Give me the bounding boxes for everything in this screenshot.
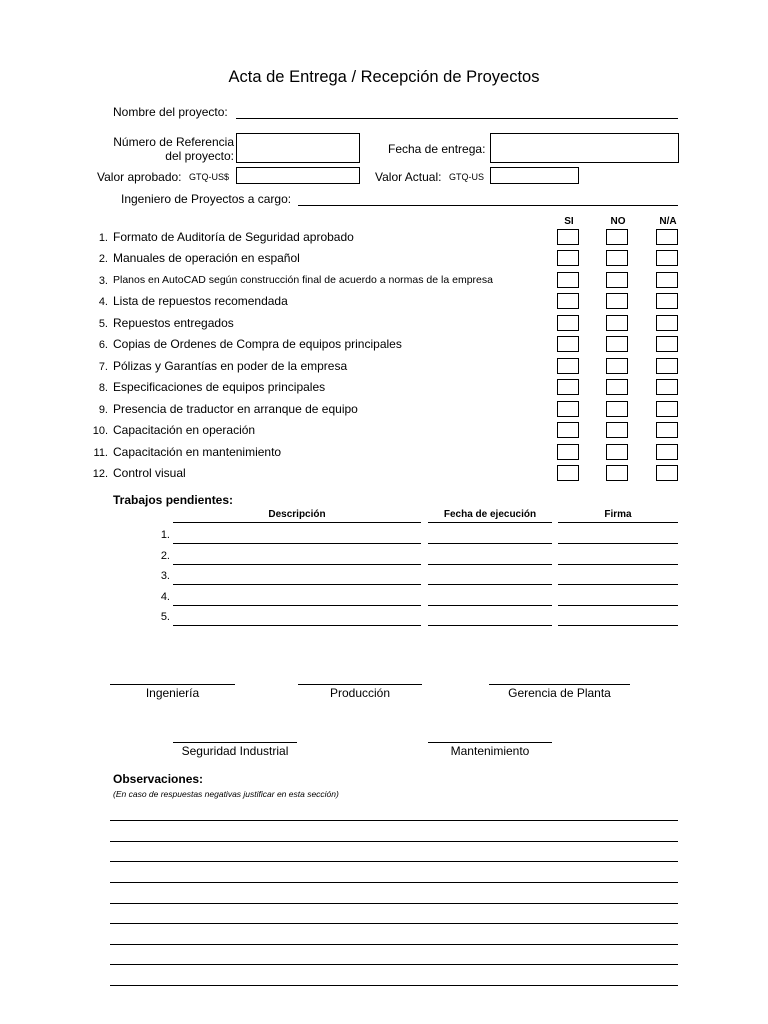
reference-label-line2: del proyecto: [165, 149, 234, 163]
pending-header-line-description [173, 522, 421, 523]
checklist-item-text: Especificaciones de equipos principales [113, 380, 326, 394]
checklist-item-text: Pólizas y Garantías en poder de la empresa [113, 359, 348, 373]
header-si: SI [564, 216, 574, 227]
pending-description-field[interactable] [173, 625, 421, 626]
pending-date-field[interactable] [428, 564, 552, 565]
checklist-item-number: 9. [98, 404, 108, 416]
pending-description-field[interactable] [173, 564, 421, 565]
checkbox-na[interactable] [656, 358, 678, 374]
reference-label-line1: Número de Referencia [113, 135, 234, 149]
checkbox-na[interactable] [656, 293, 678, 309]
signature-line-industrial-safety[interactable] [173, 742, 297, 743]
checkbox-na[interactable] [656, 444, 678, 460]
approved-value-currency: GTQ-US$ [189, 172, 230, 182]
observation-line[interactable] [110, 923, 678, 924]
checkbox-si[interactable] [557, 250, 579, 266]
reference-number-field[interactable] [236, 133, 360, 163]
observations-note: (En caso de respuestas negativas justificar en esta sección) [113, 789, 339, 799]
checkbox-na[interactable] [656, 272, 678, 288]
checkbox-no[interactable] [606, 401, 628, 417]
pending-title: Trabajos pendientes: [113, 493, 234, 507]
checklist-item-number: 3. [98, 275, 108, 287]
pending-row-number: 1. [160, 529, 170, 541]
actual-value-label: Valor Actual: [375, 170, 442, 184]
observation-line[interactable] [110, 861, 678, 862]
checkbox-si[interactable] [557, 422, 579, 438]
pending-signature-field[interactable] [558, 584, 678, 585]
header-na: N/A [659, 216, 677, 227]
pending-date-field[interactable] [428, 543, 552, 544]
pending-date-field[interactable] [428, 605, 552, 606]
checklist-item-text: Control visual [113, 466, 186, 480]
checkbox-no[interactable] [606, 229, 628, 245]
checklist-item-text: Planos en AutoCAD según construcción final de acuerdo a normas de la empresa [113, 274, 493, 286]
pending-date-field[interactable] [428, 625, 552, 626]
pending-row-number: 3. [160, 570, 170, 582]
checklist-item-number: 7. [98, 361, 108, 373]
pending-col-signature: Firma [604, 509, 632, 520]
project-name-field[interactable] [236, 118, 678, 119]
checkbox-si[interactable] [557, 293, 579, 309]
signature-line-engineering[interactable] [110, 684, 235, 685]
pending-header-line-signature [558, 522, 678, 523]
checklist-item-number: 6. [98, 339, 108, 351]
checkbox-na[interactable] [656, 315, 678, 331]
checkbox-si[interactable] [557, 358, 579, 374]
pending-row-number: 4. [160, 591, 170, 603]
checklist-item-number: 10. [92, 425, 108, 437]
checkbox-na[interactable] [656, 465, 678, 481]
checklist-item-text: Formato de Auditoría de Seguridad aprobado [113, 230, 354, 244]
engineer-field[interactable] [298, 205, 678, 206]
checkbox-no[interactable] [606, 422, 628, 438]
checkbox-si[interactable] [557, 336, 579, 352]
pending-signature-field[interactable] [558, 564, 678, 565]
pending-signature-field[interactable] [558, 625, 678, 626]
checkbox-si[interactable] [557, 379, 579, 395]
pending-signature-field[interactable] [558, 605, 678, 606]
checkbox-na[interactable] [656, 336, 678, 352]
observation-line[interactable] [110, 882, 678, 883]
checkbox-no[interactable] [606, 465, 628, 481]
pending-description-field[interactable] [173, 543, 421, 544]
checkbox-si[interactable] [557, 444, 579, 460]
observation-line[interactable] [110, 841, 678, 842]
checklist-item-text: Capacitación en operación [113, 423, 256, 437]
pending-date-field[interactable] [428, 584, 552, 585]
observation-line[interactable] [110, 985, 678, 986]
approved-value-label: Valor aprobado: [97, 170, 182, 184]
signature-engineering: Ingeniería [145, 686, 200, 700]
pending-description-field[interactable] [173, 584, 421, 585]
checklist-item-text: Manuales de operación en español [113, 251, 300, 265]
checkbox-si[interactable] [557, 315, 579, 331]
checkbox-no[interactable] [606, 379, 628, 395]
pending-row-number: 2. [160, 550, 170, 562]
observation-line[interactable] [110, 820, 678, 821]
checkbox-no[interactable] [606, 293, 628, 309]
checklist-item-text: Copias de Ordenes de Compra de equipos principales [113, 337, 402, 351]
checklist-item-text: Repuestos entregados [113, 316, 234, 330]
signature-line-plant-management[interactable] [489, 684, 630, 685]
checklist-item-number: 4. [98, 296, 108, 308]
pending-signature-field[interactable] [558, 543, 678, 544]
pending-row-number: 5. [160, 611, 170, 623]
signature-line-production[interactable] [298, 684, 422, 685]
checklist-item-number: 12. [92, 468, 108, 480]
pending-header-line-date [428, 522, 552, 523]
observation-line[interactable] [110, 903, 678, 904]
header-no: NO [610, 216, 626, 227]
checklist-item-number: 11. [93, 447, 108, 459]
actual-value-currency: GTQ-US [449, 172, 484, 182]
signature-industrial-safety: Seguridad Industrial [181, 744, 289, 758]
checklist-item-text: Presencia de traductor en arranque de equipo [113, 402, 358, 416]
pending-col-description: Descripción [268, 509, 326, 520]
checklist-item-number: 2. [98, 253, 108, 265]
pending-description-field[interactable] [173, 605, 421, 606]
delivery-date-field[interactable] [490, 133, 679, 163]
signature-maintenance: Mantenimiento [450, 744, 530, 758]
signature-production: Producción [329, 686, 391, 700]
checklist-item-number: 8. [98, 382, 108, 394]
checkbox-si[interactable] [557, 401, 579, 417]
checkbox-no[interactable] [606, 315, 628, 331]
checkbox-na[interactable] [656, 229, 678, 245]
actual-value-field[interactable] [490, 167, 579, 184]
project-name-label: Nombre del proyecto: [113, 105, 228, 119]
checkbox-na[interactable] [656, 250, 678, 266]
checkbox-no[interactable] [606, 444, 628, 460]
delivery-date-label: Fecha de entrega: [388, 142, 486, 156]
checkbox-si[interactable] [557, 229, 579, 245]
checklist-item-number: 1. [98, 232, 108, 244]
observation-line[interactable] [110, 944, 678, 945]
checkbox-na[interactable] [656, 401, 678, 417]
signature-plant-management: Gerencia de Planta [508, 686, 611, 700]
checkbox-no[interactable] [606, 272, 628, 288]
checkbox-si[interactable] [557, 272, 579, 288]
observations-title: Observaciones: [113, 772, 204, 786]
signature-line-maintenance[interactable] [428, 742, 552, 743]
checkbox-no[interactable] [606, 358, 628, 374]
checkbox-no[interactable] [606, 336, 628, 352]
checkbox-si[interactable] [557, 465, 579, 481]
checkbox-na[interactable] [656, 422, 678, 438]
checklist-item-number: 5. [98, 318, 108, 330]
checkbox-no[interactable] [606, 250, 628, 266]
approved-value-field[interactable] [236, 167, 360, 184]
checkbox-na[interactable] [656, 379, 678, 395]
checklist-item-text: Lista de repuestos recomendada [113, 294, 288, 308]
page-title: Acta de Entrega / Recepción de Proyectos [228, 68, 540, 86]
pending-col-date: Fecha de ejecución [443, 509, 537, 520]
engineer-label: Ingeniero de Proyectos a cargo: [121, 192, 292, 206]
checklist-item-text: Capacitación en mantenimiento [113, 445, 282, 459]
observation-line[interactable] [110, 964, 678, 965]
